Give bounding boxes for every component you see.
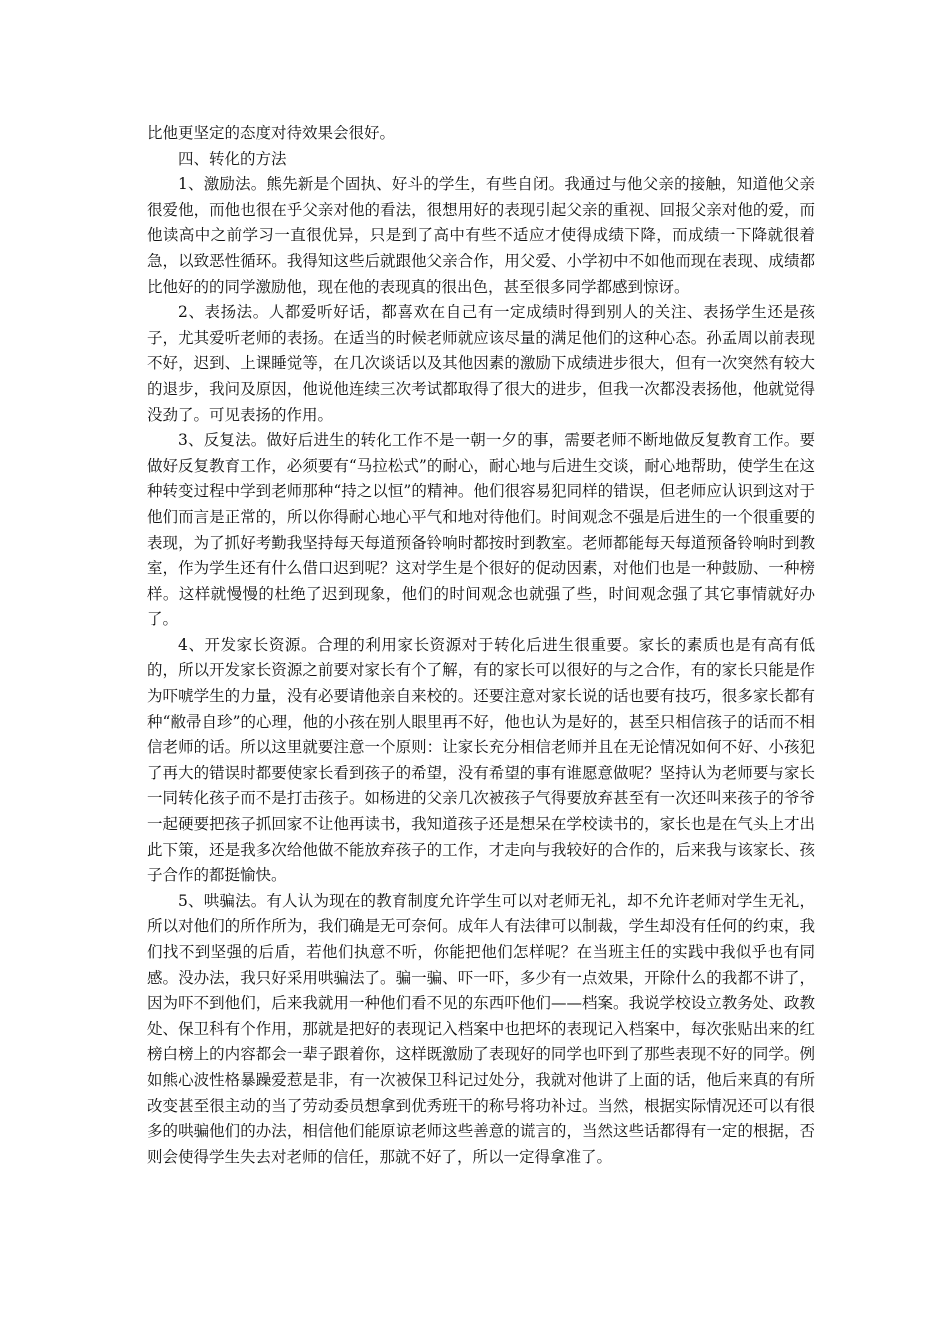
paragraph-motivation-method: 1、激励法。熊先新是个固执、好斗的学生，有些自闭。我通过与他父亲的接触，知道他父亲很爱他，而他也很在乎父亲对他的看法，很想用好的表现引起父亲的重视、回报父亲对他的爱，而他读高中之前学习一直很优异，只是到了高中有些不适应才使得成绩下降，而成绩一下降就很着急，以致恶性循环。我得知这些后就跟他父亲合作，用父爱、小学初中不如他而现在表现、成绩都比他好的的同学激励他，现在他的表现真的很出色，甚至很多同学都感到惊讶。 (147, 175, 815, 296)
continuation-line: 比他更坚定的态度对待效果会很好。 (147, 124, 396, 142)
paragraph-coaxing-method: 5、哄骗法。有人认为现在的教育制度允许学生可以对老师无礼，却不允许老师对学生无礼，所以对他们的所作所为，我们确是无可奈何。成年人有法律可以制裁，学生却没有任何的约束，我们找不到坚强的后盾，若他们执意不听，你能把他们怎样呢？在当班主任的实践中我似乎也有同感。没办法，我只好采用哄骗法了。骗一骗、吓一吓，多少有一点效果，开除什么的我都不讲了，因为吓不到他们，后来我就用一种他们看不见的东西吓他们——档案。我说学校设立教务处、政教处、保卫科有个作用，那就是把好的表现记入档案中也把坏的表现记入档案中，每次张贴出来的红榜白榜上的内容都会一辈子跟着你，这样既激励了表现好的同学也吓到了那些表现不好的同学。例如熊心波性格暴躁爱惹是非，有一次被保卫科记过处分，我就对他讲了上面的话，他后来真的有所改变甚至很主动的当了劳动委员想拿到优秀班干的称号将功补过。当然，根据实际情况还可以有很多的哄骗他们的办法，相信他们能原谅老师这些善意的谎言的，当然这些话都得有一定的根据，否则会使得学生失去对老师的信任，那就不好了，所以一定得拿准了。 (147, 891, 815, 1166)
paragraph-repetition-method: 3、反复法。做好后进生的转化工作不是一朝一夕的事，需要老师不断地做反复教育工作。要做好反复教育工作，必须要有“马拉松式”的耐心，耐心地与后进生交谈，耐心地帮助，使学生在这种转变过程中学到老师那种“持之以恒”的精神。他们很容易犯同样的错误，但老师应认识到这对于他们而言是正常的，所以你得耐心地心平气和地对待他们。时间观念不强是后进生的一个很重要的表现，为了抓好考勤我坚持每天每道预备铃响时都按时到教室。老师都能每天每道预备铃响时到教室，作为学生还有什么借口迟到呢？这对学生是个很好的促动因素，对他们也是一种鼓励、一种榜样。这样就慢慢的杜绝了迟到现象，他们的时间观念也就强了些，时间观念强了其它事情就好办了。 (147, 431, 815, 629)
section-heading: 四、转化的方法 (178, 149, 287, 168)
paragraph-parent-resources: 4、开发家长资源。合理的利用家长资源对于转化后进生很重要。家长的素质也是有高有低的，所以开发家长资源之前要对家长有个了解，有的家长可以很好的与之合作，有的家长只能是作为吓唬学生的力量，没有必要请他亲自来校的。还要注意对家长说的话也要有技巧，很多家长都有种“敝帚自珍”的心理，他的小孩在别人眼里再不好，他也认为是好的，甚至只相信孩子的话而不相信老师的话。所以这里就要注意一个原则：让家长充分相信老师并且在无论情况如何不好、小孩犯了再大的错误时都要使家长看到孩子的希望，没有希望的事有谁愿意做呢？坚持认为老师要与家长一同转化孩子而不是打击孩子。如杨进的父亲几次被孩子气得要放弃甚至有一次还叫来孩子的爷爷一起硬要把孩子抓回家不让他再读书，我知道孩子还是想呆在学校读书的，家长也是在气头上才出此下策，还是我多次给他做不能放弃孩子的工作，才走向与我较好的合作的，后来我与该家长、孩子合作的都挺愉快。 (147, 635, 815, 885)
document-body (147, 121, 815, 1170)
paragraph-praise-method: 2、表扬法。人都爱听好话，都喜欢在自己有一定成绩时得到别人的关注、表扬学生还是孩子，尤其爱听老师的表扬。在适当的时候老师就应该尽量的满足他们的这种心态。孙孟周以前表现不好，迟到、上课睡觉等，在几次谈话以及其他因素的激励下成绩进步很大，但有一次突然有较大的退步，我问及原因，他说他连续三次考试都取得了很大的进步，但我一次都没表扬他，他就觉得没劲了。可见表扬的作用。 (147, 303, 815, 424)
